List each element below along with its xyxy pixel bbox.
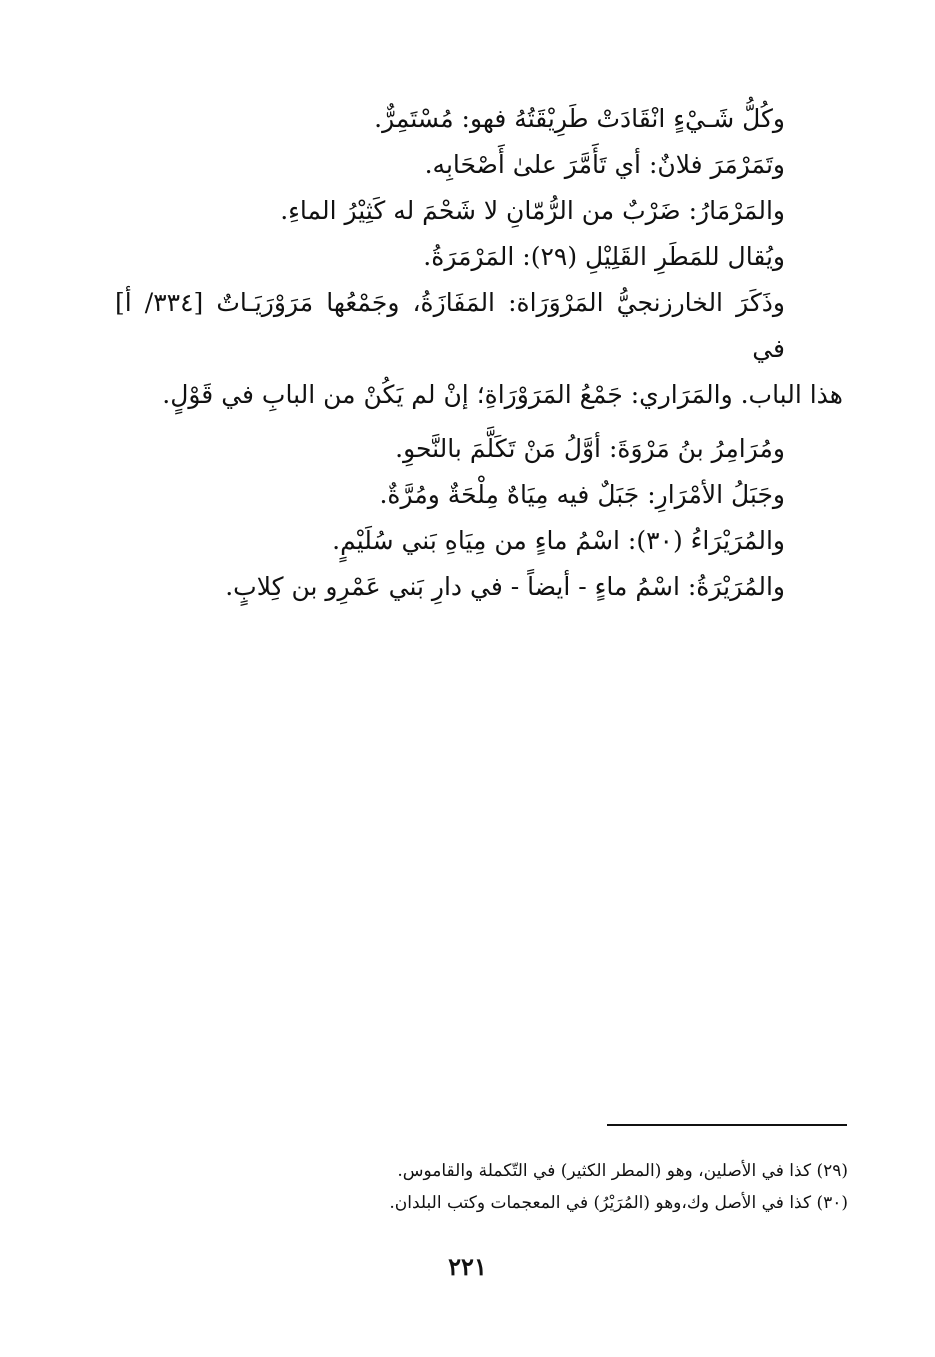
page-number: ٢٢١ (448, 1252, 487, 1281)
text-line: والمُرَيْرَاءُ (٣٠): اسْمُ ماءٍ من مِيَاهِ بَني سُلَيْمٍ. (332, 526, 785, 555)
text-line: وذَكَرَ الخارزنجيُّ المَرْوَرَاة: المَفَازَةُ، وجَمْعُها مَرَوْرَيَـاتٌ [٣٣٤/ أ] في (115, 288, 785, 363)
text-line: هذا الباب. والمَرَاري: جَمْعُ المَرَوْرَاةِ؛ إنْ لم يَكُنْ من البابِ في قَوْلٍ. (162, 380, 843, 409)
main-text (115, 96, 843, 610)
text-line: وجَبَلُ الأمْرَارِ: جَبَلٌ فيه مِيَاهٌ مِلْحَةٌ ومُرَّةٌ. (379, 480, 785, 509)
text-line: والمَرْمَارُ: ضَرْبٌ من الرُّمّانِ لا شَحْمَ له كَثِيْرُ الماءِ. (280, 196, 785, 225)
footnote: (٣٠) كذا في الأصل وك،وهو (المُرَيْرُ) في المعجمات وكتب البلدان. (389, 1193, 848, 1213)
text-line: ومُرَامِرُ بنُ مَرْوَةَ: أوَّلُ مَنْ تَكَلَّمَ بالنَّحوِ. (395, 434, 785, 463)
paragraph-gap (115, 418, 843, 426)
footnote: (٢٩) كذا في الأصلين، وهو (المطر الكثير) في التّكملة والقاموس. (397, 1161, 848, 1181)
footnote-divider (607, 1124, 847, 1126)
text-line: ويُقال للمَطَرِ القَلِيْلِ (٢٩): المَرْمَرَةُ. (423, 242, 785, 271)
footnotes (300, 1155, 848, 1219)
text-line: وكُلُّ شَـيْءٍ انْقَادَتْ طَرِيْقَتُهُ فهو: مُسْتَمِرٌّ. (374, 104, 785, 133)
text-line: والمُرَيْرَةُ: اسْمُ ماءٍ - أيضاً - في دارِ بَني عَمْرِو بن كِلابٍ. (225, 572, 785, 601)
text-line: وتَمَرْمَرَ فلانٌ: أي تَأَمَّرَ علىٰ أَصْحَابِه. (424, 150, 785, 179)
